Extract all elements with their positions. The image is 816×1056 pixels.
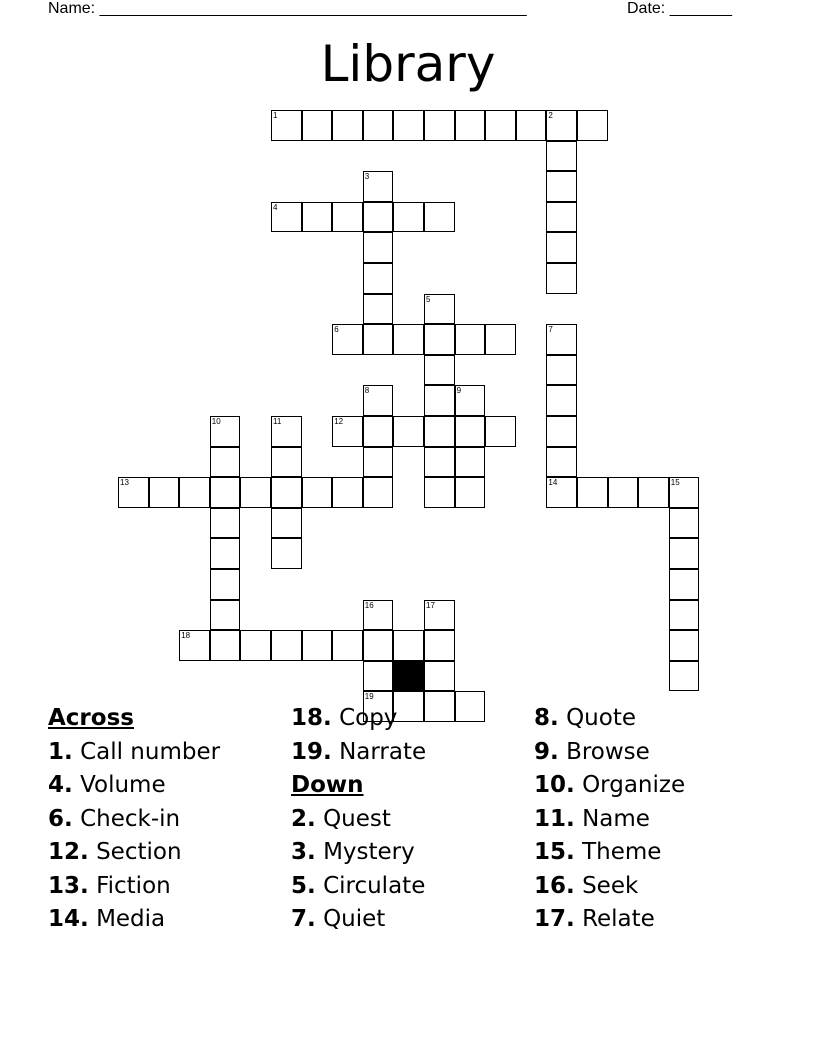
clue-number: 18. bbox=[291, 705, 332, 731]
crossword-cell[interactable] bbox=[363, 263, 394, 294]
crossword-cell[interactable] bbox=[424, 477, 455, 508]
clue-text: Volume bbox=[80, 772, 166, 798]
page-title: Library bbox=[320, 35, 496, 93]
clue-number-label: 14 bbox=[548, 478, 558, 488]
clue-number-label: 12 bbox=[334, 417, 344, 426]
clue-number: 11. bbox=[534, 805, 575, 832]
down-heading: Down bbox=[291, 772, 364, 798]
clue-across-6 bbox=[48, 803, 220, 837]
clue-number-label: 11 bbox=[273, 417, 282, 426]
clue-number-label: 6 bbox=[334, 325, 339, 335]
clue-number: 19. bbox=[291, 738, 332, 765]
crossword-cell[interactable] bbox=[210, 569, 241, 600]
crossword-cell[interactable] bbox=[210, 538, 241, 569]
crossword-cell[interactable] bbox=[363, 232, 394, 263]
clue-text: Mystery bbox=[323, 839, 415, 865]
crossword-cell[interactable] bbox=[424, 691, 455, 722]
clue-text: Media bbox=[96, 906, 166, 932]
crossword-cell[interactable] bbox=[424, 110, 455, 141]
crossword-cell[interactable] bbox=[546, 263, 577, 294]
clue-number: 9. bbox=[534, 738, 559, 765]
clue-number: 6. bbox=[48, 805, 73, 832]
clue-text: Check-in bbox=[80, 805, 181, 832]
crossword-cell[interactable] bbox=[363, 110, 394, 141]
clue-down-16 bbox=[534, 870, 685, 904]
clue-number-label: 16 bbox=[364, 600, 374, 610]
clue-number-label: 19 bbox=[364, 692, 374, 702]
crossword-cell[interactable] bbox=[363, 324, 394, 355]
crossword-cell[interactable] bbox=[424, 416, 455, 447]
clue-text: Copy bbox=[339, 705, 398, 731]
crossword-cell[interactable] bbox=[332, 477, 363, 508]
crossword-cell[interactable] bbox=[332, 110, 363, 141]
clue-number: 13. bbox=[48, 872, 89, 899]
clue-number-label: 13 bbox=[120, 478, 129, 488]
crossword-cell[interactable] bbox=[210, 630, 241, 661]
clue-number-label: 15 bbox=[670, 478, 680, 488]
crossword-cell[interactable] bbox=[363, 661, 394, 692]
crossword-cell[interactable] bbox=[485, 110, 516, 141]
crossword-cell[interactable] bbox=[363, 416, 394, 447]
crossword-cell[interactable] bbox=[546, 141, 577, 172]
date-field-label: Date: _______ bbox=[627, 0, 732, 17]
crossword-cell[interactable] bbox=[363, 477, 394, 508]
clue-number: 10. bbox=[534, 772, 575, 798]
crossword-cell[interactable] bbox=[669, 508, 700, 539]
clue-number-label: 2 bbox=[548, 111, 553, 120]
clue-number: 17. bbox=[534, 906, 575, 932]
crossword-cell[interactable] bbox=[546, 385, 577, 416]
crossword-cell[interactable] bbox=[577, 110, 608, 141]
clue-number: 2. bbox=[291, 805, 316, 832]
clue-number-label: 7 bbox=[548, 325, 553, 335]
clue-number: 14. bbox=[48, 906, 89, 932]
crossword-cell[interactable] bbox=[302, 110, 333, 141]
crossword-cell[interactable] bbox=[424, 661, 455, 692]
crossword-cell[interactable] bbox=[363, 202, 394, 233]
clue-number-label: 8 bbox=[364, 386, 370, 396]
clue-text: Fiction bbox=[96, 872, 171, 899]
crossword-cell[interactable] bbox=[485, 416, 516, 447]
clue-text: Seek bbox=[582, 872, 639, 899]
crossword-cell[interactable] bbox=[455, 416, 486, 447]
crossword-cell[interactable] bbox=[210, 508, 241, 539]
clue-number: 16. bbox=[534, 872, 575, 899]
crossword-cell[interactable] bbox=[210, 477, 241, 508]
crossword-cell[interactable] bbox=[516, 110, 547, 141]
clue-down-2 bbox=[291, 803, 426, 837]
clue-across-13 bbox=[48, 870, 220, 904]
clue-text: Narrate bbox=[339, 738, 427, 765]
crossword-cell[interactable] bbox=[424, 324, 455, 355]
clue-down-3 bbox=[291, 836, 426, 870]
crossword-cell[interactable] bbox=[577, 477, 608, 508]
crossword-cell[interactable] bbox=[669, 569, 700, 600]
clue-number-label: 10 bbox=[211, 417, 221, 426]
clue-down-17 bbox=[534, 903, 685, 937]
crossword-cell[interactable] bbox=[546, 355, 577, 386]
clue-number-label: 18 bbox=[181, 631, 191, 641]
clue-across-1 bbox=[48, 736, 220, 770]
crossword-cell[interactable] bbox=[455, 324, 486, 355]
clue-text: Browse bbox=[566, 738, 650, 765]
crossword-cell[interactable] bbox=[669, 661, 700, 692]
clue-text: Circulate bbox=[323, 872, 426, 899]
crossword-cell[interactable] bbox=[669, 600, 700, 631]
crossword-cell[interactable] bbox=[455, 477, 486, 508]
clue-number-label: 4 bbox=[273, 202, 278, 212]
crossword-cell[interactable] bbox=[546, 447, 577, 478]
clue-down-9 bbox=[534, 736, 685, 770]
crossword-cell[interactable] bbox=[271, 538, 302, 569]
clue-text: Organize bbox=[582, 772, 686, 798]
clue-number-label: 3 bbox=[364, 172, 370, 182]
clue-number-label: 5 bbox=[426, 294, 431, 304]
crossword-cell[interactable] bbox=[149, 477, 180, 508]
crossword-cell[interactable] bbox=[271, 508, 302, 539]
clue-number-label: 1 bbox=[273, 111, 278, 120]
clue-number: 12. bbox=[48, 839, 89, 865]
crossword-cell[interactable] bbox=[240, 630, 271, 661]
across-heading: Across bbox=[48, 705, 134, 731]
clue-column-3 bbox=[534, 702, 685, 937]
crossword-cell[interactable] bbox=[240, 477, 271, 508]
crossword-black-cell bbox=[393, 661, 424, 692]
crossword-cell[interactable] bbox=[271, 630, 302, 661]
crossword-cell[interactable] bbox=[424, 385, 455, 416]
crossword-cell[interactable] bbox=[302, 630, 333, 661]
clue-text: Theme bbox=[582, 839, 662, 865]
crossword-cell[interactable] bbox=[393, 110, 424, 141]
crossword-cell[interactable] bbox=[455, 447, 486, 478]
crossword-cell[interactable] bbox=[455, 691, 486, 722]
clue-number: 7. bbox=[291, 906, 316, 932]
crossword-cell[interactable] bbox=[546, 202, 577, 233]
clue-down-10 bbox=[534, 769, 685, 803]
clue-down-8 bbox=[534, 702, 685, 736]
crossword-cell[interactable] bbox=[363, 447, 394, 478]
crossword-cell[interactable] bbox=[424, 630, 455, 661]
crossword-cell[interactable] bbox=[393, 630, 424, 661]
clue-column-2 bbox=[291, 702, 426, 937]
crossword-cell[interactable] bbox=[363, 294, 394, 325]
crossword-cell[interactable] bbox=[669, 538, 700, 569]
crossword-cell[interactable] bbox=[210, 600, 241, 631]
crossword-cell[interactable] bbox=[485, 324, 516, 355]
clue-number: 3. bbox=[291, 839, 316, 865]
clue-number-label: 9 bbox=[456, 386, 462, 396]
clue-across-14 bbox=[48, 903, 220, 937]
clue-column-1 bbox=[48, 702, 220, 937]
clue-across-4 bbox=[48, 769, 220, 803]
clue-text: Quiet bbox=[323, 906, 386, 932]
clue-number: 15. bbox=[534, 839, 575, 865]
clue-number: 5. bbox=[291, 872, 316, 899]
name-field-label: Name: ________________________________________________ bbox=[48, 0, 527, 17]
clue-number: 1. bbox=[48, 738, 73, 765]
crossword-cell[interactable] bbox=[363, 630, 394, 661]
crossword-cell[interactable] bbox=[424, 355, 455, 386]
clue-text: Call number bbox=[80, 738, 221, 765]
crossword-cell[interactable] bbox=[210, 447, 241, 478]
crossword-cell[interactable] bbox=[271, 447, 302, 478]
crossword-cell[interactable] bbox=[179, 477, 210, 508]
crossword-cell[interactable] bbox=[638, 477, 669, 508]
crossword-cell[interactable] bbox=[546, 232, 577, 263]
clue-across-19 bbox=[291, 736, 426, 770]
clue-number: 4. bbox=[48, 772, 73, 798]
crossword-cell[interactable] bbox=[669, 630, 700, 661]
clue-number: 8. bbox=[534, 705, 559, 731]
clue-down-11 bbox=[534, 803, 685, 837]
crossword-cell[interactable] bbox=[393, 202, 424, 233]
crossword-cell[interactable] bbox=[455, 110, 486, 141]
crossword-cell[interactable] bbox=[424, 447, 455, 478]
clue-down-5 bbox=[291, 870, 426, 904]
clue-text: Quest bbox=[323, 805, 391, 832]
clue-across-18 bbox=[291, 702, 426, 736]
clue-text: Relate bbox=[582, 906, 655, 932]
crossword-cell[interactable] bbox=[393, 416, 424, 447]
clue-number-label: 17 bbox=[426, 600, 435, 610]
crossword-cell[interactable] bbox=[302, 202, 333, 233]
crossword-cell[interactable] bbox=[608, 477, 639, 508]
crossword-cell[interactable] bbox=[424, 202, 455, 233]
crossword-cell[interactable] bbox=[271, 477, 302, 508]
clue-text: Name bbox=[582, 805, 650, 832]
clue-down-7 bbox=[291, 903, 426, 937]
clue-down-15 bbox=[534, 836, 685, 870]
crossword-cell[interactable] bbox=[546, 416, 577, 447]
crossword-cell[interactable] bbox=[332, 630, 363, 661]
crossword-cell[interactable] bbox=[546, 171, 577, 202]
clue-text: Section bbox=[96, 839, 182, 865]
crossword-cell[interactable] bbox=[393, 324, 424, 355]
clue-across-12 bbox=[48, 836, 220, 870]
clue-text: Quote bbox=[566, 705, 636, 731]
crossword-cell[interactable] bbox=[332, 202, 363, 233]
crossword-cell[interactable] bbox=[302, 477, 333, 508]
